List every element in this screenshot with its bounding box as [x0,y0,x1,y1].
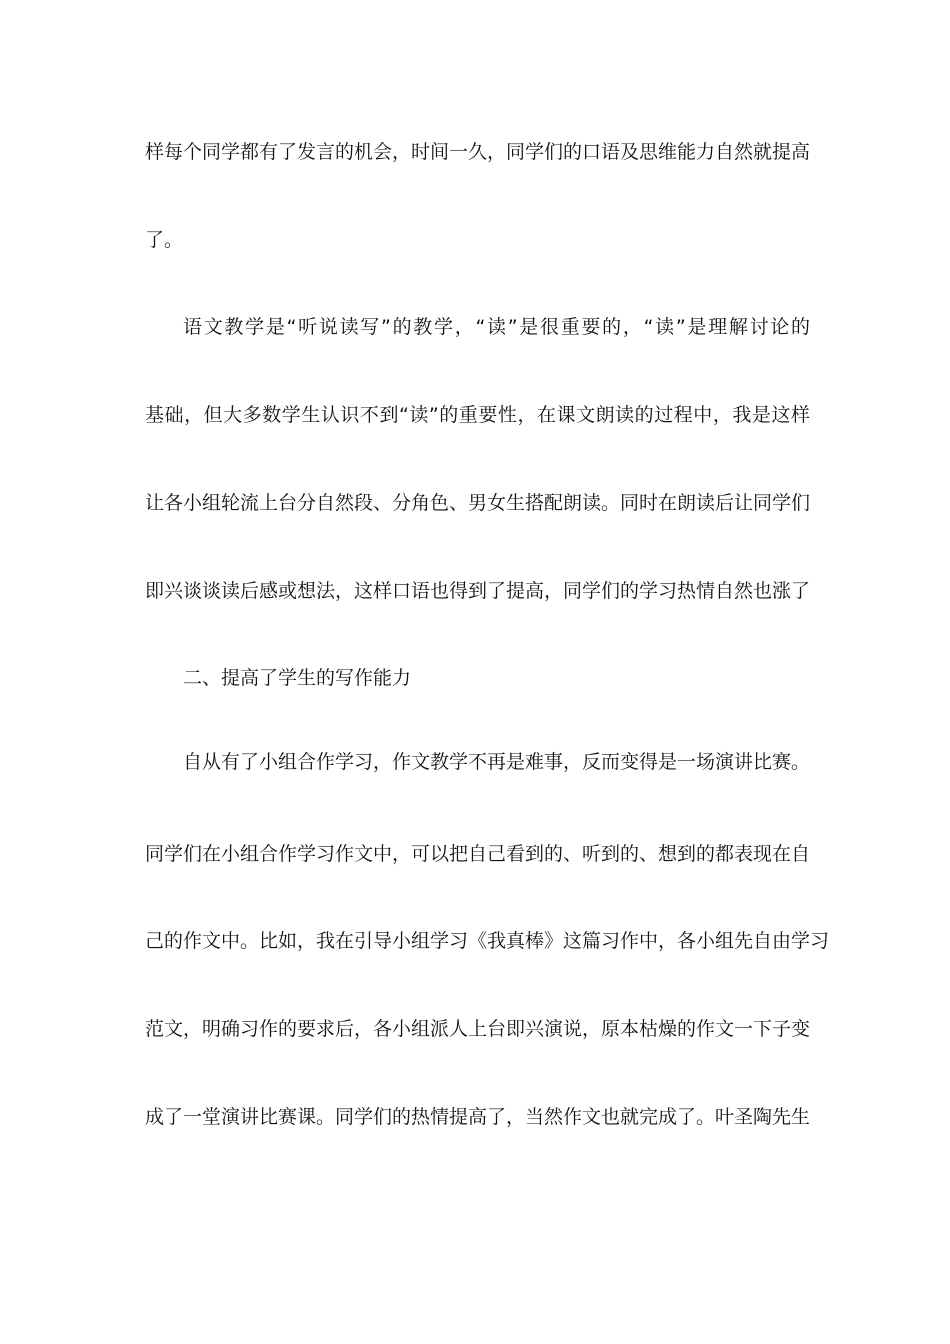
text-line: 范文，明确习作的要求后，各小组派人上台即兴演说，原本枯燥的作文一下子变 [145,1018,811,1040]
section-heading: 二、提高了学生的写作能力 [183,667,412,689]
text-line: 样每个同学都有了发言的机会，时间一久，同学们的口语及思维能力自然就提高 [145,141,811,163]
text-line: 同学们在小组合作学习作文中，可以把自己看到的、听到的、想到的都表现在自 [145,843,811,865]
text-line: 己的作文中。比如，我在引导小组学习《我真棒》这篇习作中，各小组先自由学习 [145,930,830,952]
text-line: 基础，但大多数学生认识不到“读”的重要性，在课文朗读的过程中，我是这样 [145,404,810,426]
text-line: 即兴谈谈读后感或想法，这样口语也得到了提高，同学们的学习热情自然也涨了 [145,580,811,602]
text-line: 了。 [145,229,184,251]
text-line: 成了一堂演讲比赛课。同学们的热情提高了，当然作文也就完成了。叶圣陶先生 [145,1106,811,1128]
text-line: 让各小组轮流上台分自然段、分角色、男女生搭配朗读。同时在朗读后让同学们 [145,492,811,514]
text-line: 自从有了小组合作学习，作文教学不再是难事，反而变得是一场演讲比赛。 [183,751,811,773]
text-line: 语文教学是“听说读写”的教学，“读”是很重要的，“读”是理解讨论的 [183,316,810,338]
